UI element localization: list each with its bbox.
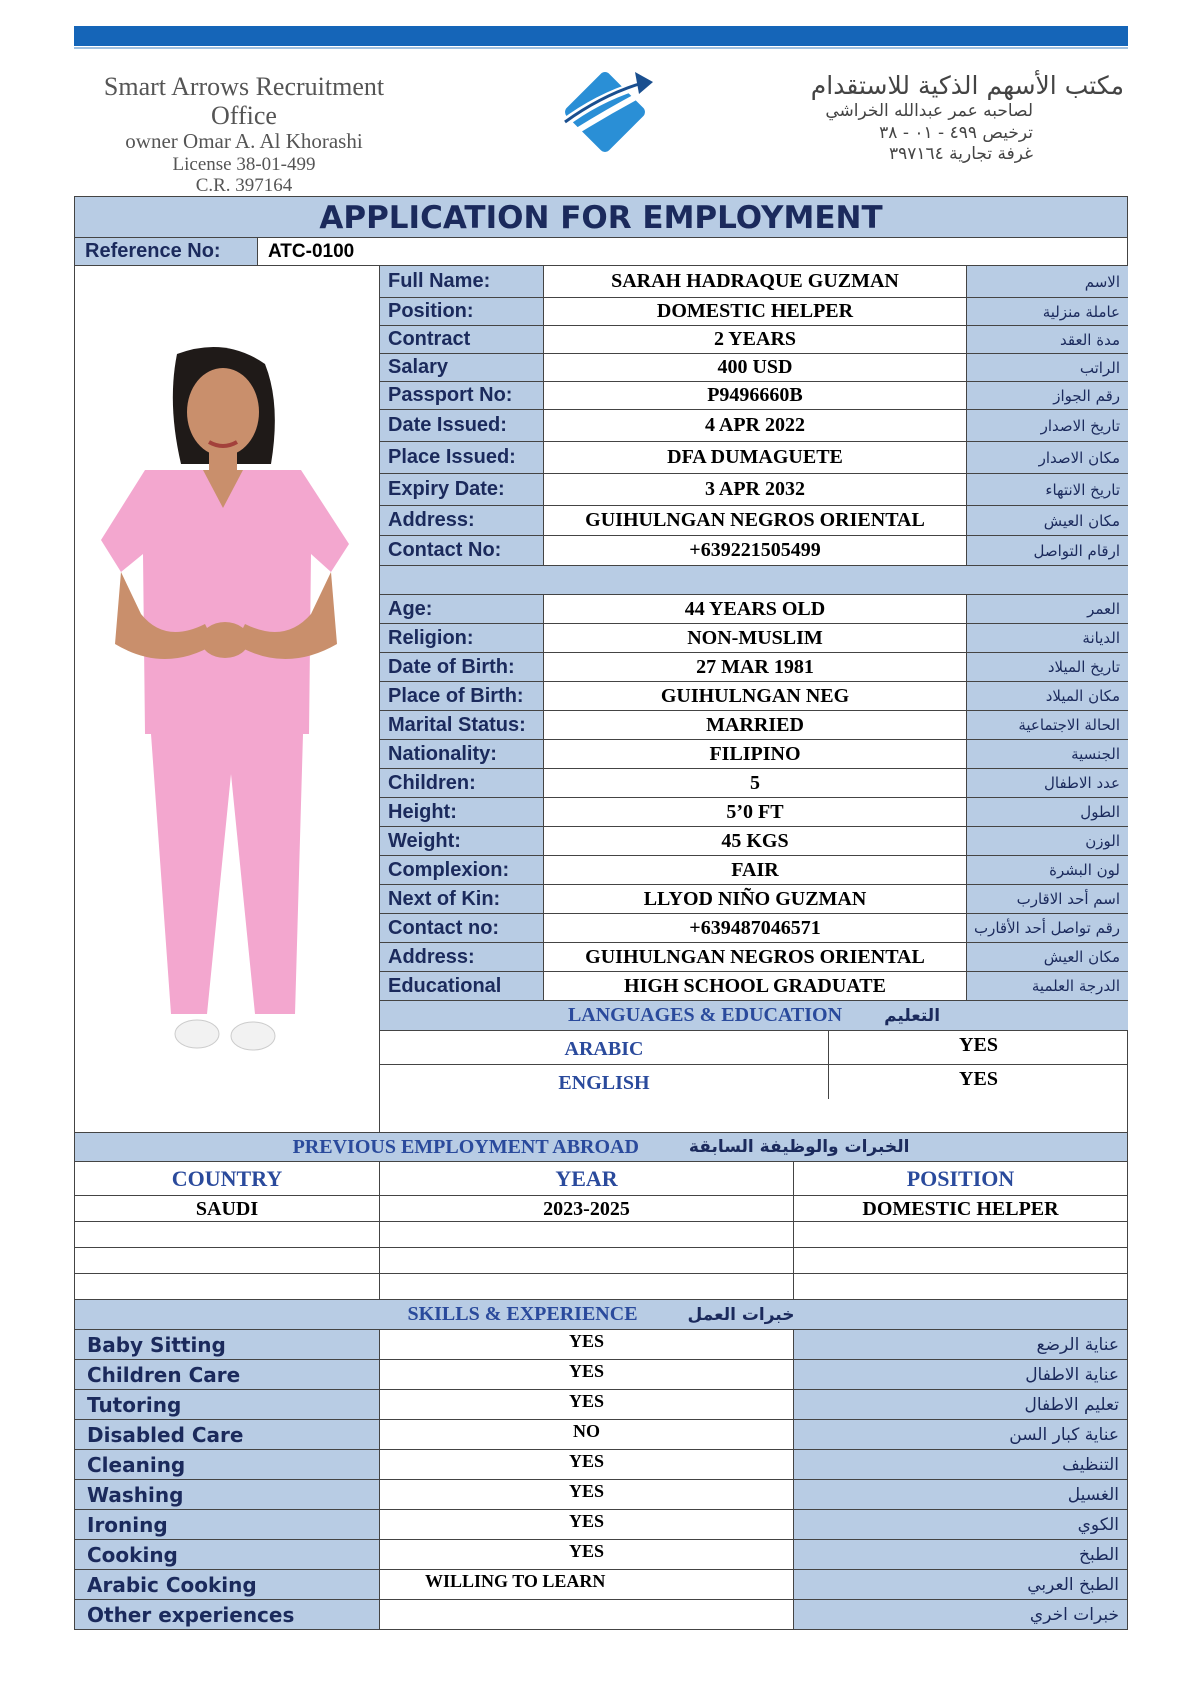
company-logo-icon (555, 66, 655, 158)
skill-value: YES (380, 1510, 794, 1539)
skill-label: Cooking (75, 1540, 380, 1569)
skill-label-arabic: عناية كبار السن (794, 1420, 1127, 1449)
info-row (380, 972, 1128, 1001)
column-header: COUNTRY (75, 1162, 380, 1195)
field-value: LLYOD NIÑO GUZMAN (544, 885, 967, 913)
field-label-arabic: مكان الميلاد (967, 682, 1128, 710)
skill-value: YES (380, 1450, 794, 1479)
skills-section-header (74, 1300, 1128, 1330)
employment-title-arabic: الخبرات والوظيفة السابقة (688, 1137, 910, 1157)
field-value: +639221505499 (544, 536, 967, 565)
info-row (380, 410, 1128, 442)
info-row (380, 682, 1128, 711)
company-info-arabic (770, 70, 1128, 165)
field-value: SARAH HADRAQUE GUZMAN (544, 266, 967, 297)
skill-value: YES (380, 1390, 794, 1419)
skill-label: Washing (75, 1480, 380, 1509)
table-cell (380, 1222, 794, 1247)
field-label: Passport No: (380, 382, 544, 409)
skill-value: YES (380, 1540, 794, 1569)
field-label: Date Issued: (380, 410, 544, 441)
skill-label: Arabic Cooking (75, 1570, 380, 1599)
skill-row (74, 1450, 1128, 1480)
field-label: Address: (380, 506, 544, 535)
field-label-arabic: الراتب (967, 354, 1128, 381)
reference-label: Reference No: (75, 238, 258, 265)
field-label: Place of Birth: (380, 682, 544, 710)
skill-label-arabic: تعليم الاطفال (794, 1390, 1127, 1419)
field-label: Weight: (380, 827, 544, 855)
field-value: HIGH SCHOOL GRADUATE (544, 972, 967, 1000)
field-label-arabic: الجنسية (967, 740, 1128, 768)
field-label: Salary (380, 354, 544, 381)
field-value: P9496660B (544, 382, 967, 409)
skill-row (74, 1390, 1128, 1420)
field-label: Age: (380, 595, 544, 623)
field-value: DFA DUMAGUETE (544, 442, 967, 473)
reference-value: ATC-0100 (268, 241, 355, 262)
languages-section-header (380, 1001, 1128, 1031)
field-label-arabic: تاريخ الميلاد (967, 653, 1128, 681)
info-row (380, 326, 1128, 354)
field-label-arabic: مكان العيش (967, 506, 1128, 535)
info-row (380, 769, 1128, 798)
field-label-arabic: ارقام التواصل (967, 536, 1128, 565)
spacer-row (380, 566, 1128, 595)
language-name: ENGLISH (380, 1065, 829, 1099)
company-name-en: Smart Arrows Recruitment Office (103, 72, 385, 131)
column-header: POSITION (906, 1166, 1015, 1191)
language-row (380, 1031, 1128, 1065)
language-name: ARABIC (380, 1031, 829, 1064)
table-row (74, 1248, 1128, 1274)
field-label: Next of Kin: (380, 885, 544, 913)
employment-title: PREVIOUS EMPLOYMENT ABROAD (292, 1135, 639, 1158)
skill-label-arabic: التنظيف (794, 1450, 1127, 1479)
company-cr-ar: غرفة تجارية ٣٩٧١٦٤ (888, 143, 1033, 164)
skill-row (74, 1540, 1128, 1570)
field-label-arabic: مدة العقد (967, 326, 1128, 353)
info-row (380, 506, 1128, 536)
field-value: GUIHULNGAN NEG (544, 682, 967, 710)
field-label-arabic: تاريخ الاصدار (967, 410, 1128, 441)
field-label: Children: (380, 769, 544, 797)
table-cell: DOMESTIC HELPER (862, 1198, 1059, 1220)
field-label-arabic: العمر (967, 595, 1128, 623)
skill-row (74, 1600, 1128, 1630)
field-label: Religion: (380, 624, 544, 652)
languages-title: LANGUAGES & EDUCATION (567, 1004, 843, 1026)
main-section (74, 266, 1128, 1132)
skill-label-arabic: عناية الرضع (794, 1330, 1127, 1359)
application-form (74, 196, 1128, 1630)
info-row (380, 474, 1128, 506)
column-header: YEAR (380, 1162, 794, 1195)
skill-row (74, 1510, 1128, 1540)
skill-row (74, 1420, 1128, 1450)
reference-row (74, 238, 1128, 266)
field-value: 3 APR 2032 (544, 474, 967, 505)
info-row (380, 740, 1128, 769)
info-table (380, 266, 1128, 1099)
field-label: Marital Status: (380, 711, 544, 739)
table-cell: 2023-2025 (380, 1196, 794, 1221)
skills-title-arabic: خبرات العمل (687, 1304, 795, 1325)
skill-label-arabic: الطبخ العربي (794, 1570, 1127, 1599)
field-value: 5 (544, 769, 967, 797)
field-label-arabic: الديانة (967, 624, 1128, 652)
table-cell (75, 1222, 380, 1247)
skill-value: YES (380, 1360, 794, 1389)
skill-label: Baby Sitting (75, 1330, 380, 1359)
skill-label: Children Care (75, 1360, 380, 1389)
language-row (380, 1065, 1128, 1099)
table-row (74, 1274, 1128, 1300)
field-value: NON-MUSLIM (544, 624, 967, 652)
field-label-arabic: مكان الاصدار (967, 442, 1128, 473)
table-cell (75, 1274, 380, 1299)
table-cell: SAUDI (75, 1196, 380, 1221)
skill-value: WILLING TO LEARN (380, 1570, 794, 1599)
field-label: Date of Birth: (380, 653, 544, 681)
skill-label-arabic: الغسيل (794, 1480, 1127, 1509)
info-row (380, 711, 1128, 740)
language-value: YES (959, 1034, 998, 1056)
field-value: FAIR (544, 856, 967, 884)
field-label: Complexion: (380, 856, 544, 884)
field-label-arabic: الحالة الاجتماعية (967, 711, 1128, 739)
field-value: 44 YEARS OLD (544, 595, 967, 623)
info-row (380, 885, 1128, 914)
skill-row (74, 1330, 1128, 1360)
company-name-ar: مكتب الأسهم الذكية للاستقدام (810, 71, 1124, 100)
skill-row (74, 1570, 1128, 1600)
field-label: Contract (380, 326, 544, 353)
field-label-arabic: رقم الجواز (967, 382, 1128, 409)
info-row (380, 914, 1128, 943)
field-label-arabic: عاملة منزلية (967, 298, 1128, 325)
table-cell (794, 1248, 1127, 1273)
info-row (380, 856, 1128, 885)
field-label: Position: (380, 298, 544, 325)
skill-value (380, 1600, 794, 1629)
field-label-arabic: تاريخ الانتهاء (967, 474, 1128, 505)
field-value: 5’0 FT (544, 798, 967, 826)
header-blue-bar (74, 26, 1128, 46)
field-label-arabic: اسم أحد الاقارب (967, 885, 1128, 913)
table-row (74, 1222, 1128, 1248)
skill-label: Other experiences (75, 1600, 380, 1629)
table-cell (75, 1248, 380, 1273)
info-row (380, 382, 1128, 410)
field-label: Full Name: (380, 266, 544, 297)
skill-label-arabic: عناية الاطفال (794, 1360, 1127, 1389)
info-row (380, 442, 1128, 474)
field-label: Place Issued: (380, 442, 544, 473)
skill-label-arabic: خبرات اخري (794, 1600, 1127, 1629)
info-row (380, 595, 1128, 624)
field-value: +639487046571 (544, 914, 967, 942)
employment-section-header (74, 1132, 1128, 1162)
field-label-arabic: مكان العيش (967, 943, 1128, 971)
field-value: GUIHULNGAN NEGROS ORIENTAL (544, 943, 967, 971)
skill-row (74, 1480, 1128, 1510)
field-label-arabic: رقم تواصل أحد الأقارب (967, 914, 1128, 942)
company-info-english (74, 72, 414, 196)
skill-value: YES (380, 1480, 794, 1509)
field-label-arabic: عدد الاطفال (967, 769, 1128, 797)
company-license-en: License 38-01-499 (172, 153, 316, 175)
info-row (380, 624, 1128, 653)
skill-label: Tutoring (75, 1390, 380, 1419)
table-cell (380, 1248, 794, 1273)
company-license-ar: ترخيص ٤٩٩ - ٠١ - ٣٨ (879, 122, 1033, 143)
field-label: Nationality: (380, 740, 544, 768)
skill-label: Disabled Care (75, 1420, 380, 1449)
field-label: Expiry Date: (380, 474, 544, 505)
field-value: 2 YEARS (544, 326, 967, 353)
info-row (380, 266, 1128, 298)
field-label-arabic: الاسم (967, 266, 1128, 297)
info-row (380, 827, 1128, 856)
info-row (380, 298, 1128, 326)
field-label: Contact No: (380, 536, 544, 565)
field-value: 400 USD (544, 354, 967, 381)
skill-label-arabic: الطبخ (794, 1540, 1127, 1569)
company-cr-en: C.R. 397164 (195, 175, 293, 196)
field-value: GUIHULNGAN NEGROS ORIENTAL (544, 506, 967, 535)
field-label: Address: (380, 943, 544, 971)
skills-title: SKILLS & EXPERIENCE (407, 1303, 638, 1325)
info-row (380, 354, 1128, 382)
info-row (380, 536, 1128, 566)
table-cell (380, 1274, 794, 1299)
language-value: YES (959, 1068, 998, 1090)
form-title: APPLICATION FOR EMPLOYMENT (74, 196, 1128, 238)
applicant-photo (85, 344, 365, 1069)
skill-label: Cleaning (75, 1450, 380, 1479)
field-value: 45 KGS (544, 827, 967, 855)
skill-value: NO (380, 1420, 794, 1449)
table-cell (794, 1222, 1127, 1247)
employment-header-row (74, 1162, 1128, 1196)
field-value: DOMESTIC HELPER (544, 298, 967, 325)
photo-cell (75, 266, 380, 1132)
field-value: 27 MAR 1981 (544, 653, 967, 681)
skill-value: YES (380, 1330, 794, 1359)
skill-label-arabic: الكوي (794, 1510, 1127, 1539)
field-label-arabic: الدرجة العلمية (967, 972, 1128, 1000)
field-label-arabic: لون البشرة (967, 856, 1128, 884)
field-label-arabic: الوزن (967, 827, 1128, 855)
info-row (380, 653, 1128, 682)
skill-label: Ironing (75, 1510, 380, 1539)
field-label-arabic: الطول (967, 798, 1128, 826)
field-value: 4 APR 2022 (544, 410, 967, 441)
info-row (380, 798, 1128, 827)
languages-title-arabic: التعليم (884, 1005, 941, 1026)
company-owner-en: owner Omar A. Al Khorashi (125, 129, 363, 154)
field-value: FILIPINO (544, 740, 967, 768)
company-owner-ar: لصاحبه عمر عبدالله الخراشي (825, 101, 1033, 122)
field-label: Contact no: (380, 914, 544, 942)
skill-row (74, 1360, 1128, 1390)
field-value: MARRIED (544, 711, 967, 739)
field-label: Height: (380, 798, 544, 826)
table-row (74, 1196, 1128, 1222)
table-cell (794, 1274, 1127, 1299)
info-row (380, 943, 1128, 972)
field-label: Educational (380, 972, 544, 1000)
